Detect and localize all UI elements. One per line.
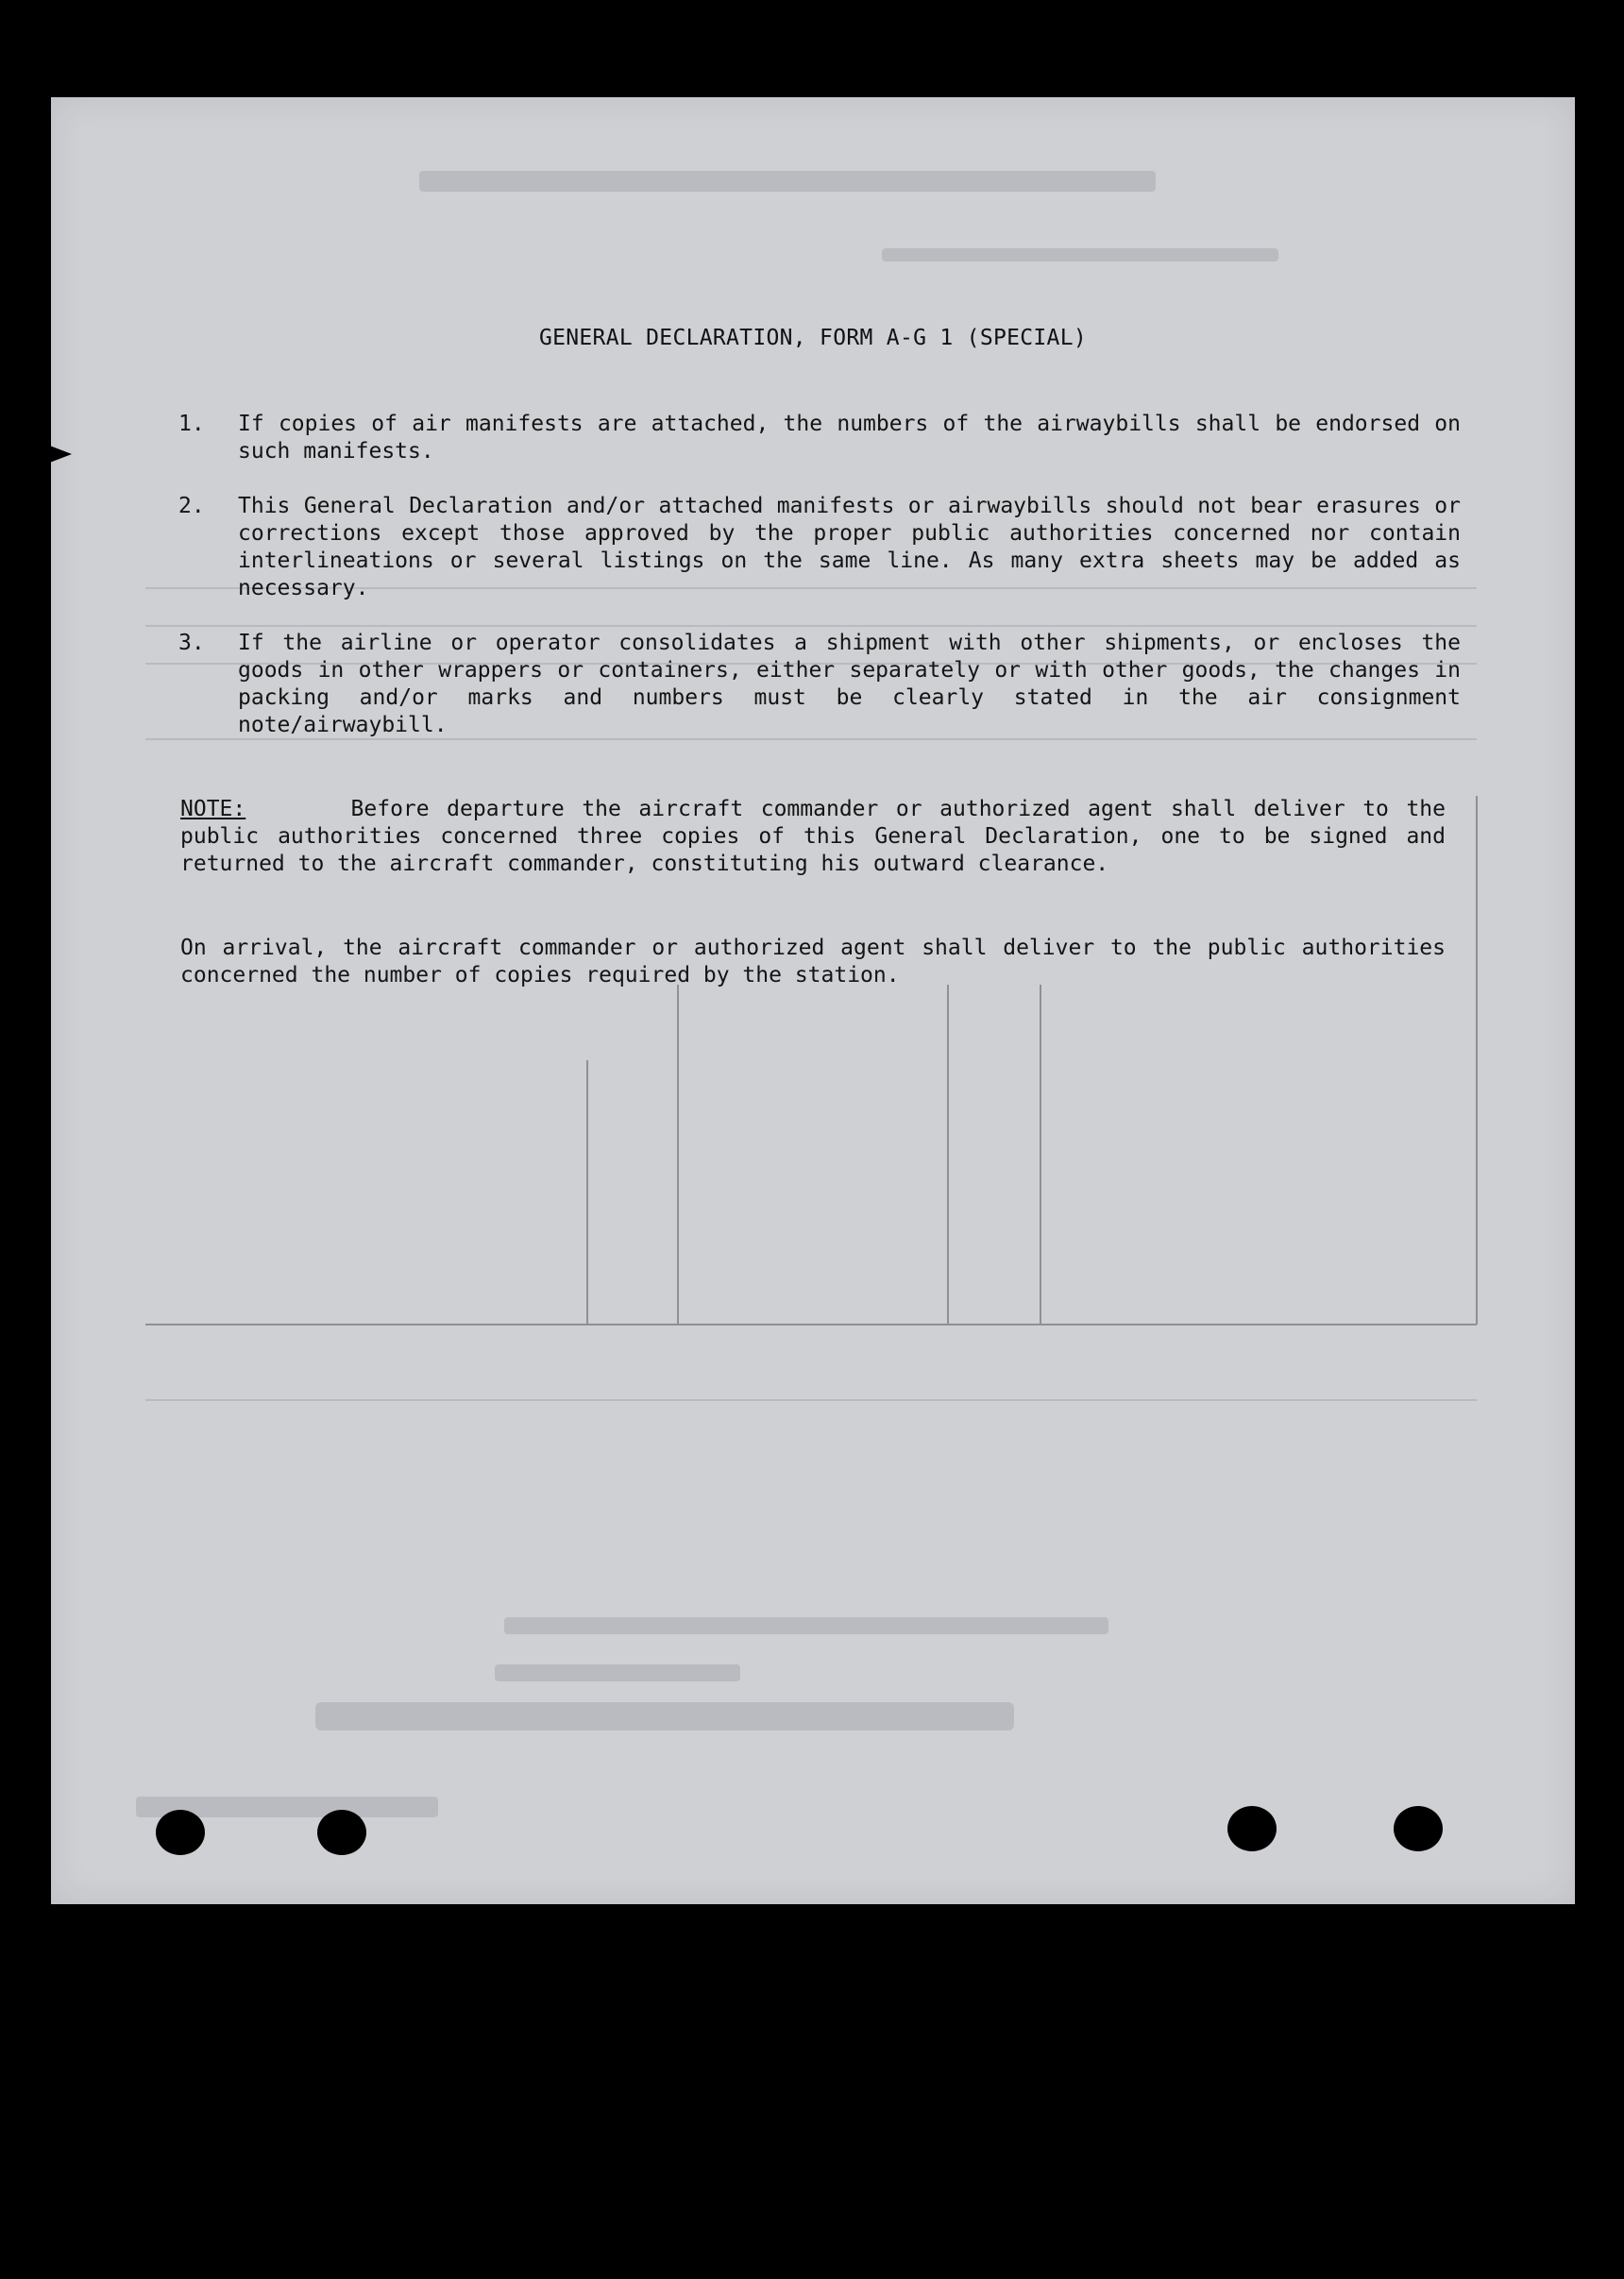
instruction-item-3: [178, 630, 1500, 739]
instruction-item-2: [178, 493, 1500, 602]
edge-registration-mark: [47, 445, 72, 464]
punch-hole: [1394, 1806, 1443, 1851]
departure-note: [180, 796, 1446, 878]
item-text: This General Declaration and/or attached manifests or airwaybills should not bear erasures or corrections except those approved by the proper public authorities concerned nor contain interlineations or several listings on the same line. As many extra sheets may be added as necessary.: [238, 494, 1461, 600]
item-number: 2.: [178, 494, 205, 518]
item-text: If the airline or operator consolidates a shipment with other shipments, or encloses the goods in other wrappers or containers, either separately or with other goods, the changes in packing and/or marks and numbers must be clearly stated in the air consignment note/airwaybill.: [238, 631, 1461, 737]
punch-hole: [317, 1810, 366, 1855]
punch-hole: [156, 1810, 205, 1855]
item-number: 1.: [178, 412, 205, 436]
instruction-item-1: [178, 411, 1500, 465]
note-label: NOTE:: [180, 797, 246, 821]
item-number: 3.: [178, 631, 205, 655]
show-through-reverse-side: [51, 97, 1575, 1904]
punch-hole: [1227, 1806, 1277, 1851]
arrival-note: On arrival, the aircraft commander or authorized agent shall deliver to the public authorities concerned the number of copies required by the station.: [180, 936, 1446, 988]
item-text: If copies of air manifests are attached, the numbers of the airwaybills shall be endorsed on such manifests.: [238, 412, 1461, 464]
form-title: GENERAL DECLARATION, FORM A-G 1 (SPECIAL): [538, 326, 1088, 350]
note-text: Before departure the aircraft commander or authorized agent shall deliver to the public authorities concerned three copies of this General Declaration, one to be signed and returned to the aircraft commander, constituting his outward clearance.: [180, 797, 1446, 876]
document-sheet: [51, 97, 1575, 1904]
